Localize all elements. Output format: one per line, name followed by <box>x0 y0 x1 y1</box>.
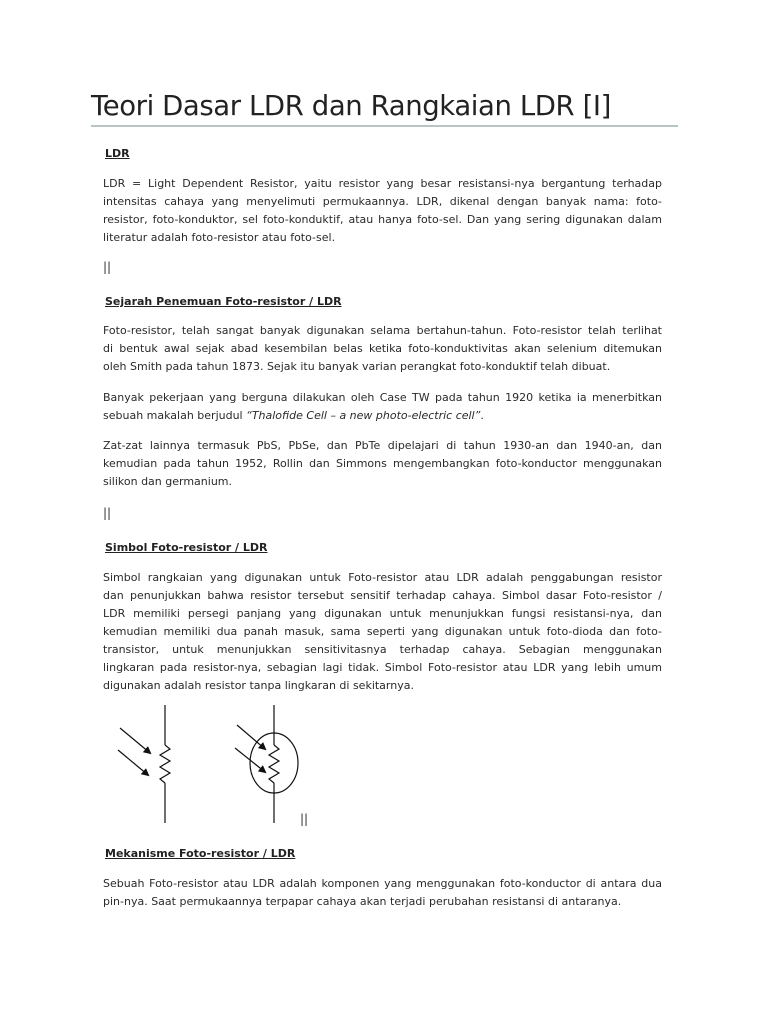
section-heading-mekanisme: Mekanisme Foto-resistor / LDR <box>105 847 296 860</box>
ldr-symbol-plain <box>118 705 170 823</box>
section-heading-simbol: Simbol Foto-resistor / LDR <box>105 541 268 554</box>
separator-mark: || <box>300 812 309 826</box>
page-title: Teori Dasar LDR dan Rangkaian LDR [I] <box>91 90 611 122</box>
ldr-symbol-circled <box>235 705 298 823</box>
separator-mark: || <box>103 506 112 520</box>
section-heading-ldr: LDR <box>105 147 130 160</box>
paragraph-simbol: Simbol rangkaian yang digunakan untuk Foto-resistor atau LDR adalah penggabungan resistor dan penunjukkan bahwa resistor tersebut sensitif terhadap cahaya. Simbol dasar Foto-resistor / LDR memiliki persegi panjang yang digunakan untuk menunjukkan fungsi resistansi-nya, dan kemudian memiliki dua panah masuk, sama seperti yang digunakan untuk foto-dioda dan foto- transistor, untuk menunjukkan sensitivitasnya terhadap cahaya. Sebagian menggunakan lingkaran pada resistor-nya, sebagian lagi tidak. Simbol Foto-resistor atau LDR yang lebih umum digunakan adalah resistor tanpa lingkaran di sekitarnya. <box>103 571 662 692</box>
title-divider <box>91 125 678 127</box>
paper-title: “Thalofide Cell – a new photo-electric cell” <box>246 409 481 422</box>
ldr-symbols-figure <box>110 705 330 823</box>
paragraph-sejarah-3: Zat-zat lainnya termasuk PbS, PbSe, dan PbTe dipelajari di tahun 1930-an dan 1940-an, dan kemudian pada tahun 1952, Rollin dan Simmons mengembangkan foto-konductor menggunakan silikon dan germanium. <box>103 439 662 488</box>
paragraph-ldr-definition: LDR = Light Dependent Resistor, yaitu resistor yang besar resistansi-nya bergantung terhadap intensitas cahaya yang menyelimuti permukaannya. LDR, dikenal dengan banyak nama: foto- resistor, foto-konduktor, sel foto-konduktif, atau hanya foto-sel. Dan yang sering digunakan dalam literatur adalah foto-resistor atau foto-sel. <box>103 177 662 244</box>
paragraph-mekanisme: Sebuah Foto-resistor atau LDR adalah komponen yang menggunakan foto-konductor di antara dua pin-nya. Saat permukaannya terpapar cahaya akan terjadi perubahan resistansi di antaranya. <box>103 877 662 908</box>
separator-mark: || <box>103 260 112 274</box>
section-heading-sejarah: Sejarah Penemuan Foto-resistor / LDR <box>105 295 342 308</box>
paragraph-sejarah-1: Foto-resistor, telah sangat banyak digunakan selama bertahun-tahun. Foto-resistor telah terlihat di bentuk awal sejak abad kesembilan belas ketika foto-konduktivitas akan selenium ditemukan oleh Smith pada tahun 1873. Sejak itu banyak varian perangkat foto-konduktif telah dibuat. <box>103 324 662 373</box>
paragraph-sejarah-2: Banyak pekerjaan yang berguna dilakukan oleh Case TW pada tahun 1920 ketika ia menerbitkan sebuah makalah berjudul “Thalofide Cell – a new photo-electric cell”. <box>103 391 662 422</box>
